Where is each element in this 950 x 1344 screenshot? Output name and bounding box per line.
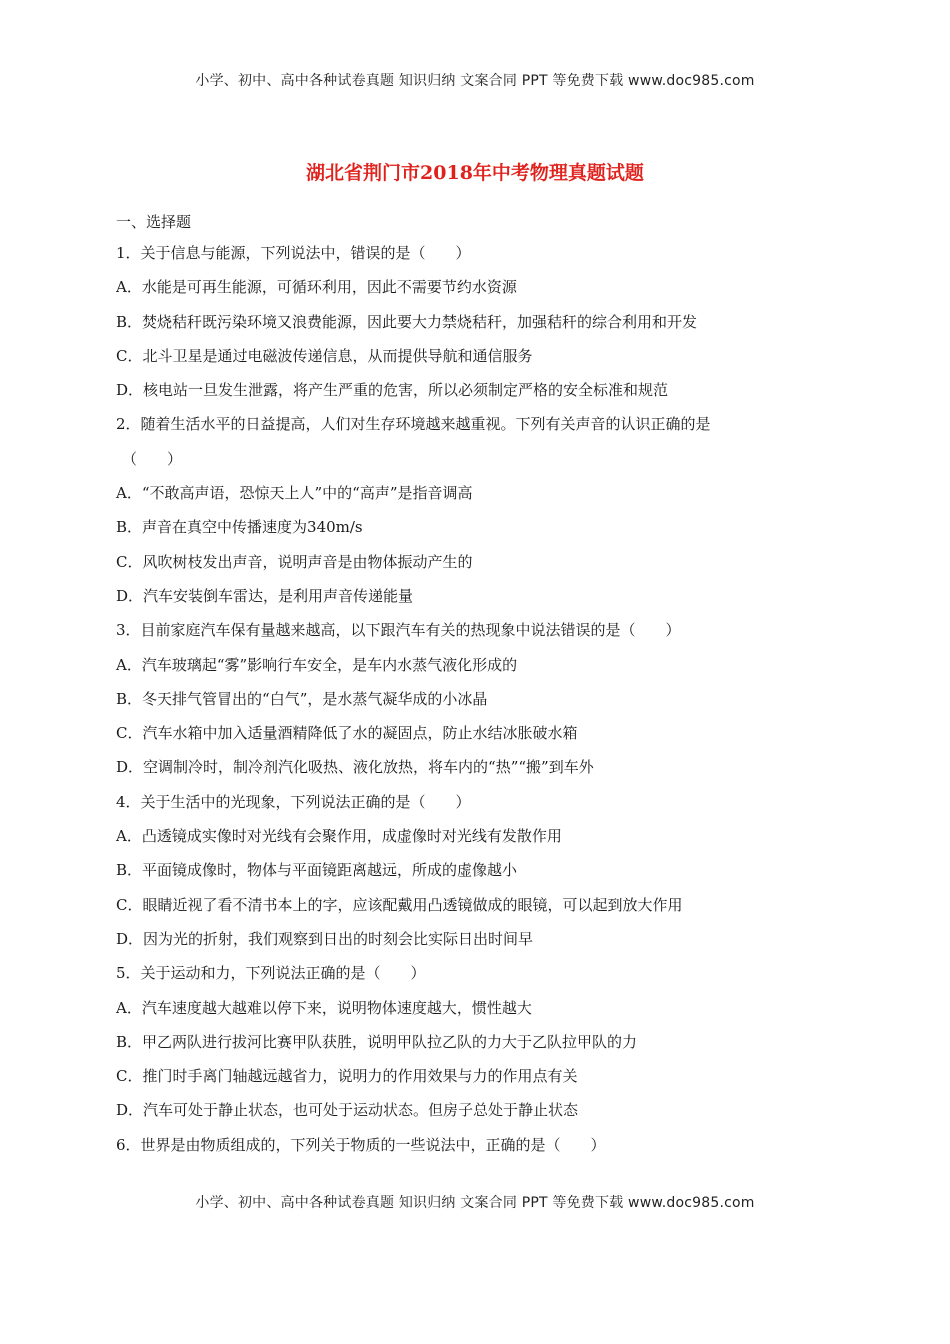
question-stem: 5．关于运动和力，下列说法正确的是（ ）: [116, 964, 426, 983]
option-c: C．眼睛近视了看不清书本上的字，应该配戴用凸透镜做成的眼镜，可以起到放大作用: [116, 895, 683, 914]
option-a: A．“不敢高声语，恐惊天上人”中的“高声”是指音调高: [116, 484, 473, 503]
option-a: A．汽车速度越大越难以停下来，说明物体速度越大，惯性越大: [116, 998, 532, 1017]
question-4: [116, 785, 851, 956]
option-d: D．汽车可处于静止状态，也可处于运动状态。但房子总处于静止状态: [116, 1101, 579, 1120]
section-heading: 一、选择题: [116, 213, 192, 231]
question-3: [116, 613, 851, 784]
question-stem: 3．目前家庭汽车保有量越来越高，以下跟汽车有关的热现象中说法错误的是（ ）: [116, 621, 681, 640]
option-a: A．凸透镜成实像时对光线有会聚作用，成虚像时对光线有发散作用: [116, 827, 562, 846]
option-b: B．冬天排气管冒出的“白气”，是水蒸气凝华成的小冰晶: [116, 689, 488, 708]
question-2: [116, 407, 851, 613]
option-b: B．平面镜成像时，物体与平面镜距离越远，所成的虚像越小: [116, 861, 518, 880]
question-stem-continuation: （ ）: [122, 449, 183, 468]
option-b: B．声音在真空中传播速度为340m/s: [116, 518, 363, 537]
question-stem: 4．关于生活中的光现象，下列说法正确的是（ ）: [116, 792, 471, 811]
option-b: B．甲乙两队进行拔河比赛甲队获胜，说明甲队拉乙队的力大于乙队拉甲队的力: [116, 1032, 638, 1051]
question-6: [116, 1128, 851, 1162]
option-b: B．焚烧秸秆既污染环境又浪费能源，因此要大力禁烧秸秆，加强秸秆的综合利用和开发: [116, 312, 698, 331]
option-d: D．空调制冷时，制冷剂汽化吸热、液化放热，将车内的“热”“搬”到车外: [116, 758, 594, 777]
question-stem: 2．随着生活水平的日益提高，人们对生存环境越来越重视。下列有关声音的认识正确的是: [116, 415, 711, 434]
option-d: D．汽车安装倒车雷达，是利用声音传递能量: [116, 586, 414, 605]
footer-banner: 小学、初中、高中各种试卷真题 知识归纳 文案合同 PPT 等免费下载 www.doc985.com: [195, 1195, 755, 1211]
exam-content: [116, 210, 851, 1162]
question-stem: 6．世界是由物质组成的，下列关于物质的一些说法中，正确的是（ ）: [116, 1135, 606, 1154]
question-5: [116, 956, 851, 1127]
option-d: D．因为光的折射，我们观察到日出的时刻会比实际日出时间早: [116, 929, 534, 948]
option-c: C．北斗卫星是通过电磁波传递信息，从而提供导航和通信服务: [116, 346, 533, 365]
option-d: D．核电站一旦发生泄露，将产生严重的危害，所以必须制定严格的安全标准和规范: [116, 381, 669, 400]
option-c: C．汽车水箱中加入适量酒精降低了水的凝固点，防止水结冰胀破水箱: [116, 724, 578, 743]
option-c: C．推门时手离门轴越远越省力，说明力的作用效果与力的作用点有关: [116, 1067, 578, 1086]
page-title: 湖北省荆门市2018年中考物理真题试题: [306, 162, 644, 184]
option-a: A．汽车玻璃起“雾”影响行车安全，是车内水蒸气液化形成的: [116, 655, 518, 674]
question-1: [116, 236, 851, 407]
option-c: C．风吹树枝发出声音，说明声音是由物体振动产生的: [116, 552, 473, 571]
question-stem: 1．关于信息与能源，下列说法中，错误的是（ ）: [116, 244, 471, 262]
header-banner: 小学、初中、高中各种试卷真题 知识归纳 文案合同 PPT 等免费下载 www.doc985.com: [195, 73, 755, 89]
option-a: A．水能是可再生能源，可循环利用，因此不需要节约水资源: [116, 278, 517, 297]
